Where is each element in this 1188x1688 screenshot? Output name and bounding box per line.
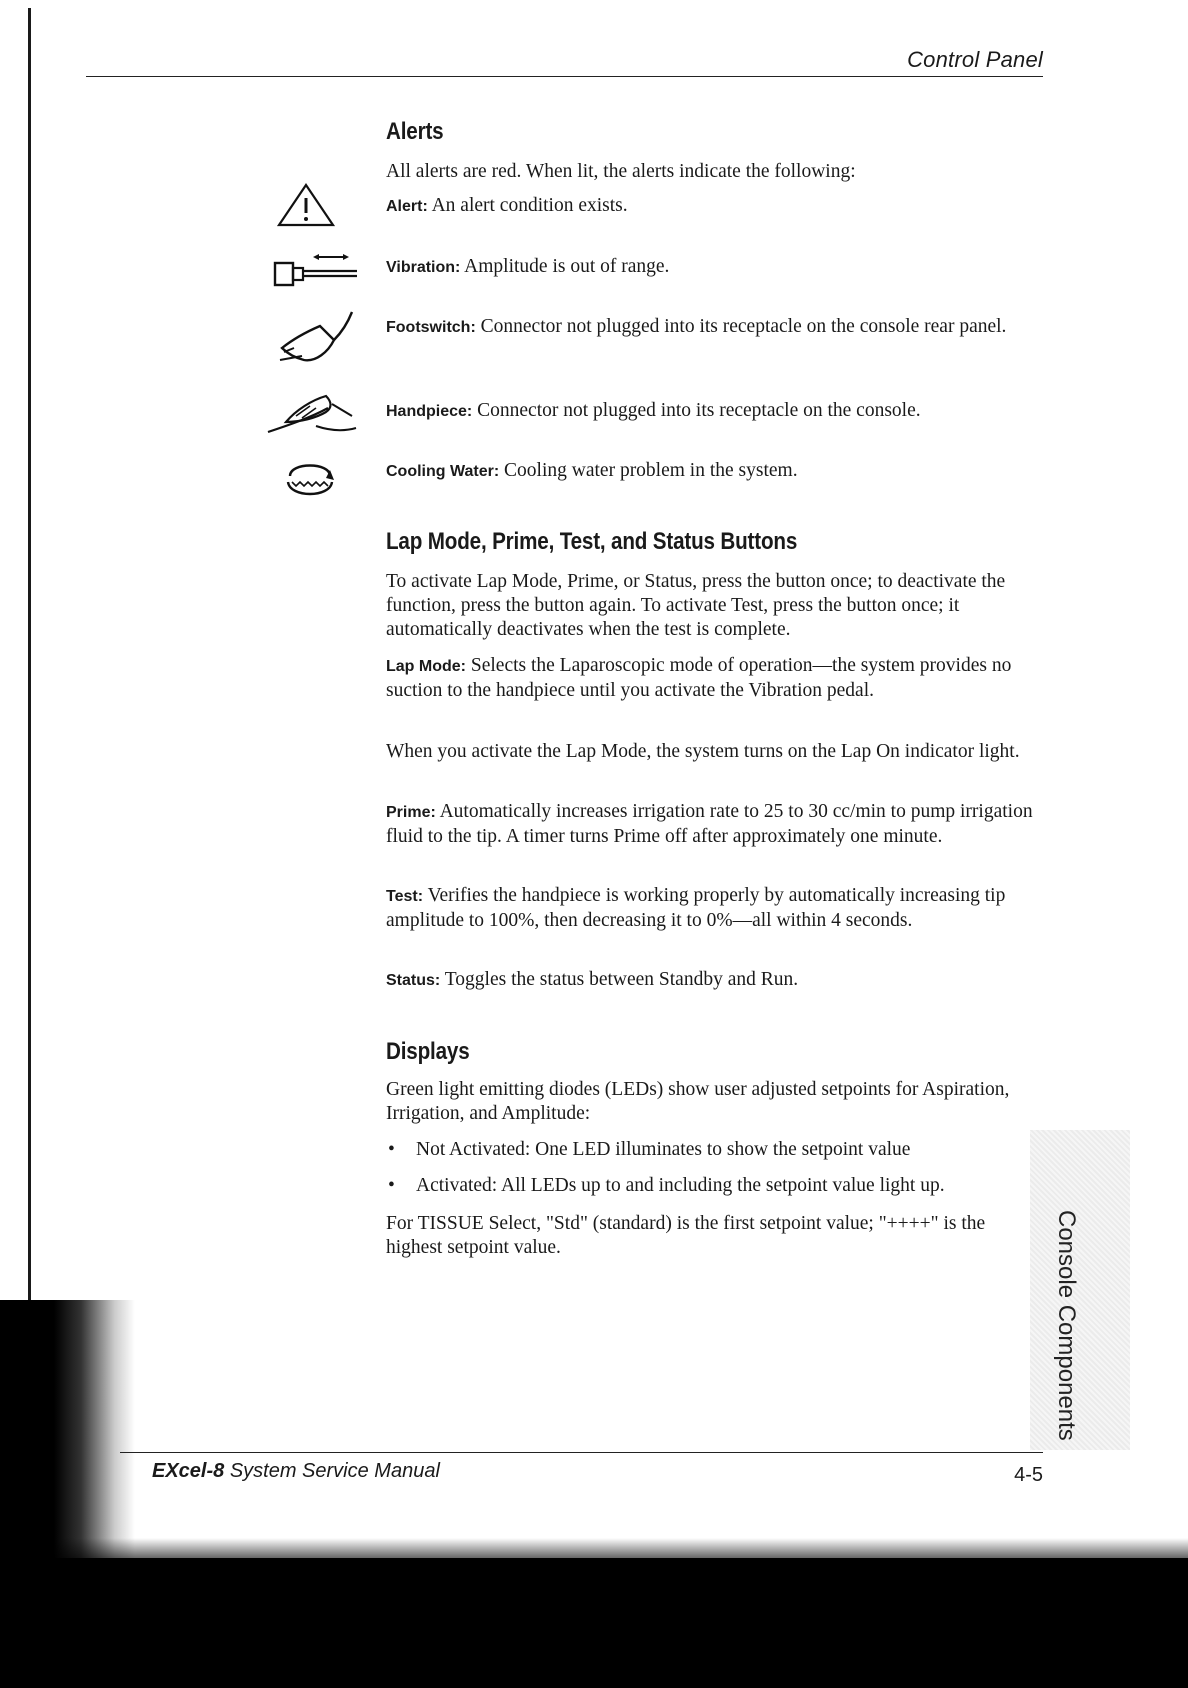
alert-item-cooling-water <box>386 459 1046 484</box>
lap-mode-note: When you activate the Lap Mode, the system turns on the Lap On indicator light. <box>386 741 1020 762</box>
alert-description: Connector not plugged into its receptacle on the console rear panel. <box>475 316 1007 337</box>
header-rule <box>86 76 1043 77</box>
binding-shadow <box>0 1300 135 1560</box>
list-item: • Activated: All LEDs up to and including the setpoint value light up. <box>386 1174 1046 1198</box>
alert-item-handpiece <box>386 399 1046 424</box>
footer-rule <box>120 1452 1043 1453</box>
alert-item-footswitch <box>386 315 1046 340</box>
alert-description: Amplitude is out of range. <box>460 256 670 277</box>
cooling-water-icon <box>282 454 338 504</box>
prime-text: Automatically increases irrigation rate to 25 to 30 cc/min to pump irrigation fluid to the tip. A timer turns Prime off after approximately one minute. <box>386 801 1033 847</box>
footer-brand: EXcel-8 <box>152 1460 225 1482</box>
alert-description: Connector not plugged into its receptacle on the console. <box>472 400 921 421</box>
alert-description: An alert condition exists. <box>427 195 628 216</box>
binding-edge-line <box>28 8 31 1408</box>
list-item: • Not Activated: One LED illuminates to show the setpoint value <box>386 1138 1046 1162</box>
displays-note: For TISSUE Select, "Std" (standard) is the first setpoint value; "++++" is the highest setpoint value. <box>386 1213 986 1258</box>
prime-description <box>386 800 1046 849</box>
vibration-icon <box>273 252 359 292</box>
status-term: Status: <box>386 972 441 989</box>
lap-mode-description <box>386 654 1046 703</box>
section-heading-alerts: Alerts <box>386 118 444 145</box>
footswitch-icon <box>276 308 358 368</box>
section-tab-label: Console Components <box>1053 1210 1080 1441</box>
test-term: Test: <box>386 888 424 905</box>
lap-mode-text: Selects the Laparoscopic mode of operation—the system provides no suction to the handpiece until you activate the Vibration pedal. <box>386 655 1012 701</box>
status-description <box>386 968 1046 993</box>
footer-title-rest: System Service Manual <box>224 1460 440 1482</box>
warning-triangle-icon <box>275 182 337 228</box>
lap-mode-term: Lap Mode: <box>386 658 466 675</box>
displays-intro: Green light emitting diodes (LEDs) show user adjusted setpoints for Aspiration, Irrigation, and Amplitude: <box>386 1079 1010 1124</box>
prime-term: Prime: <box>386 804 436 821</box>
page-number: 4-5 <box>1014 1464 1043 1486</box>
alert-term: Vibration: <box>386 259 461 276</box>
alert-term: Footswitch: <box>386 319 476 336</box>
scan-shadow <box>0 1538 1188 1558</box>
scan-bottom-edge <box>0 1558 1188 1688</box>
handpiece-icon <box>266 392 360 436</box>
footer-manual-title <box>152 1460 440 1483</box>
buttons-intro: To activate Lap Mode, Prime, or Status, press the button once; to deactivate the function, press the button again. To activate Test, press the button once; it automatically deactivates when the test is complete. <box>386 571 1006 640</box>
alert-item-vibration <box>386 255 1046 280</box>
alert-term: Handpiece: <box>386 403 473 420</box>
test-description <box>386 884 1046 933</box>
displays-bullet-list <box>386 1138 1046 1198</box>
section-heading-displays: Displays <box>386 1038 470 1065</box>
section-heading-buttons: Lap Mode, Prime, Test, and Status Buttons <box>386 528 798 555</box>
alert-term: Alert: <box>386 198 428 215</box>
running-header: Control Panel <box>907 47 1043 72</box>
alert-description: Cooling water problem in the system. <box>499 460 798 481</box>
alert-term: Cooling Water: <box>386 463 500 480</box>
test-text: Verifies the handpiece is working properly by automatically increasing tip amplitude to 100%, then decreasing it to 0%—all within 4 seconds. <box>386 885 1006 931</box>
alert-item-alert <box>386 194 1046 219</box>
status-text: Toggles the status between Standby and Run. <box>440 969 799 990</box>
alerts-intro: All alerts are red. When lit, the alerts indicate the following: <box>386 161 856 182</box>
